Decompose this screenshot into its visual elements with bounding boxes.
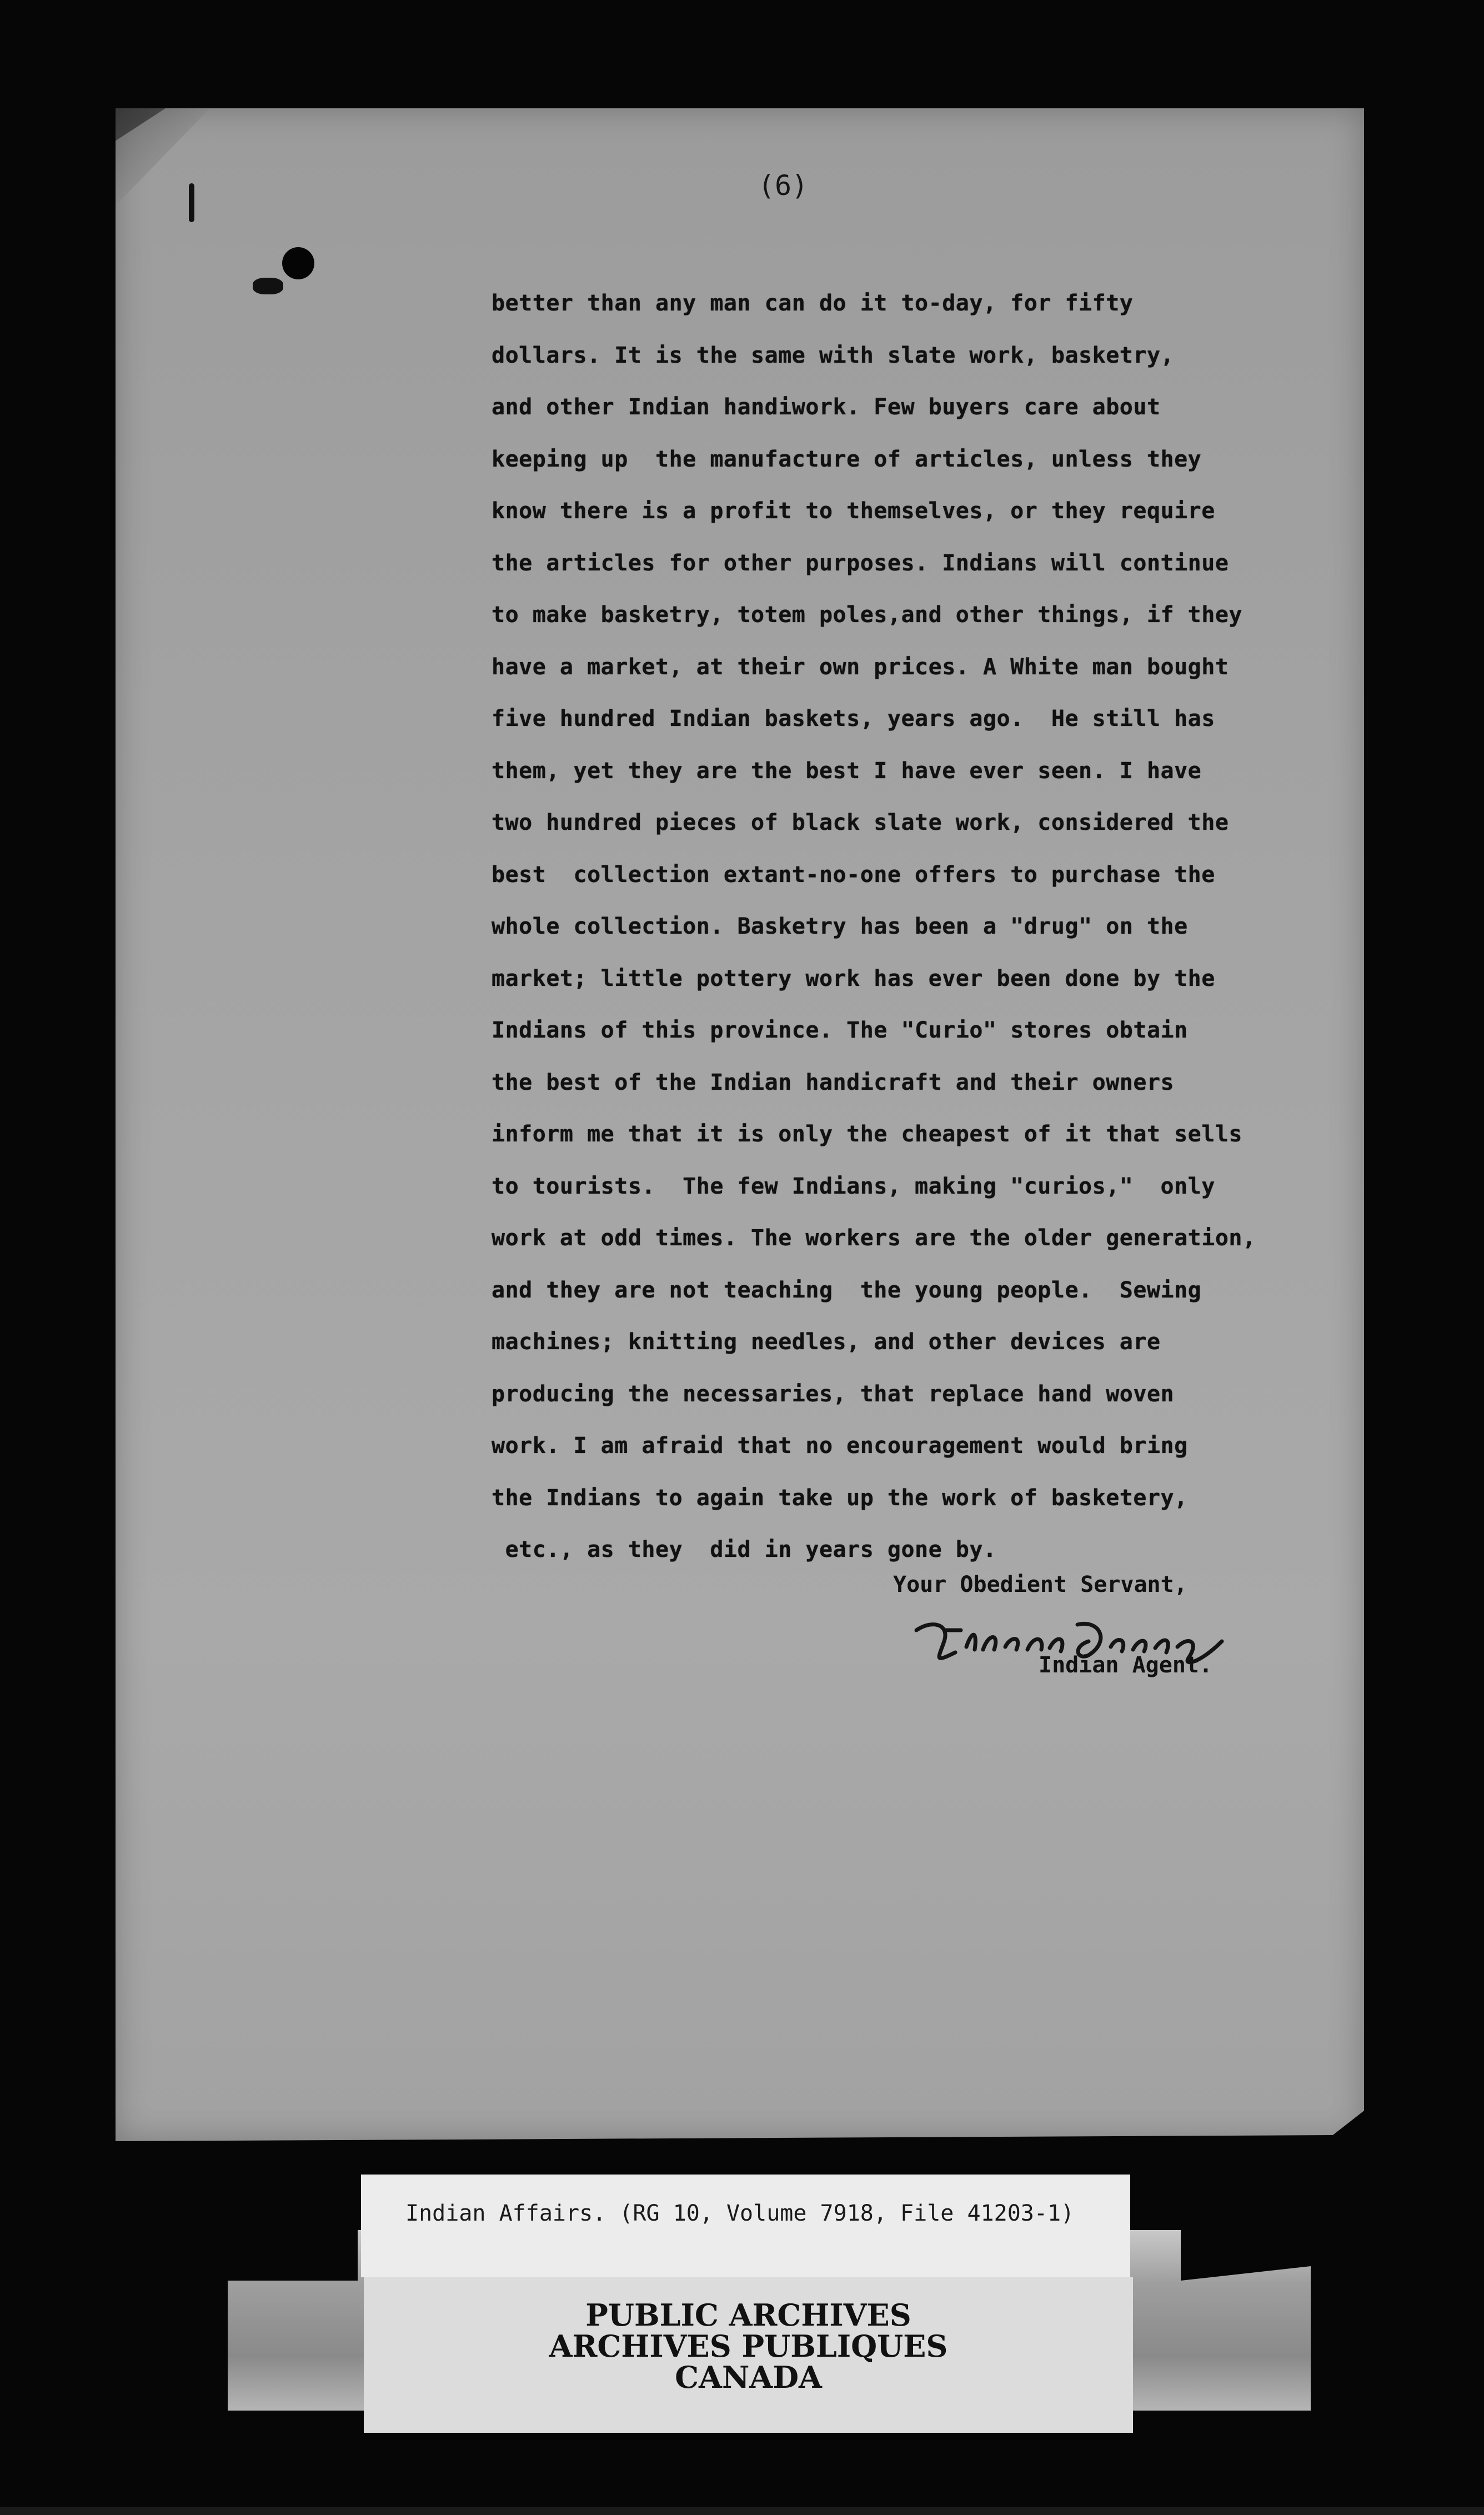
archive-stamp bbox=[364, 2299, 1133, 2393]
letter-line: the best of the Indian handicraft and their owners bbox=[492, 1069, 1175, 1095]
letter-line: two hundred pieces of black slate work, considered the bbox=[492, 810, 1229, 835]
letter-line: the Indians to again take up the work of basketery, bbox=[492, 1485, 1188, 1511]
letter-line: the articles for other purposes. Indians will continue bbox=[492, 550, 1229, 576]
archive-stamp-line: CANADA bbox=[675, 2359, 822, 2395]
letter-line: to tourists. The few Indians, making "curios," only bbox=[492, 1173, 1215, 1199]
letter-line: know there is a profit to themselves, or they require bbox=[492, 498, 1215, 524]
archive-reference: Indian Affairs. (RG 10, Volume 7918, File 41203-1) bbox=[405, 2201, 1075, 2226]
letter-line: keeping up the manufacture of articles, unless they bbox=[492, 446, 1202, 472]
letter-line: Indians of this province. The "Curio" stores obtain bbox=[492, 1018, 1188, 1043]
letter-line: five hundred Indian baskets, years ago. He still has bbox=[492, 706, 1215, 732]
letter-line: dollars. It is the same with slate work, basketry, bbox=[492, 342, 1175, 368]
archive-stamp-line: PUBLIC ARCHIVES bbox=[585, 2297, 911, 2333]
letter-line: machines; knitting needles, and other devices are bbox=[492, 1329, 1161, 1355]
letter-line: to make basketry, totem poles,and other things, if they bbox=[492, 602, 1243, 628]
punch-hole bbox=[282, 247, 314, 279]
signatory-title: Indian Agent. bbox=[1039, 1652, 1213, 1678]
archive-stamp-line: ARCHIVES PUBLIQUES bbox=[549, 2328, 948, 2364]
letter-line: inform me that it is only the cheapest of it that sells bbox=[492, 1121, 1243, 1147]
ink-mark bbox=[189, 183, 194, 222]
letter-line: work at odd times. The workers are the older generation, bbox=[492, 1225, 1256, 1251]
letter-body bbox=[492, 278, 1369, 1576]
letter-line: market; little pottery work has ever been done by the bbox=[492, 965, 1215, 991]
ink-smudge bbox=[253, 278, 283, 294]
letter-line: whole collection. Basketry has been a "drug" on the bbox=[492, 914, 1188, 939]
closing-salutation: Your Obedient Servant, bbox=[893, 1572, 1187, 1597]
letter-line: work. I am afraid that no encouragement would bring bbox=[492, 1433, 1188, 1459]
page-number: (6) bbox=[758, 169, 809, 202]
letter-line: them, yet they are the best I have ever seen. I have bbox=[492, 758, 1202, 784]
letter-line: have a market, at their own prices. A White man bought bbox=[492, 654, 1229, 680]
letter-line: producing the necessaries, that replace hand woven bbox=[492, 1381, 1175, 1407]
letter-line: and they are not teaching the young people. Sewing bbox=[492, 1277, 1202, 1303]
letter-line: etc., as they did in years gone by. bbox=[492, 1537, 997, 1562]
letter-line: best collection extant-no-one offers to purchase the bbox=[492, 861, 1215, 888]
letter-line: better than any man can do it to-day, for fifty bbox=[492, 290, 1134, 316]
letter-line: and other Indian handiwork. Few buyers care about bbox=[492, 394, 1161, 420]
